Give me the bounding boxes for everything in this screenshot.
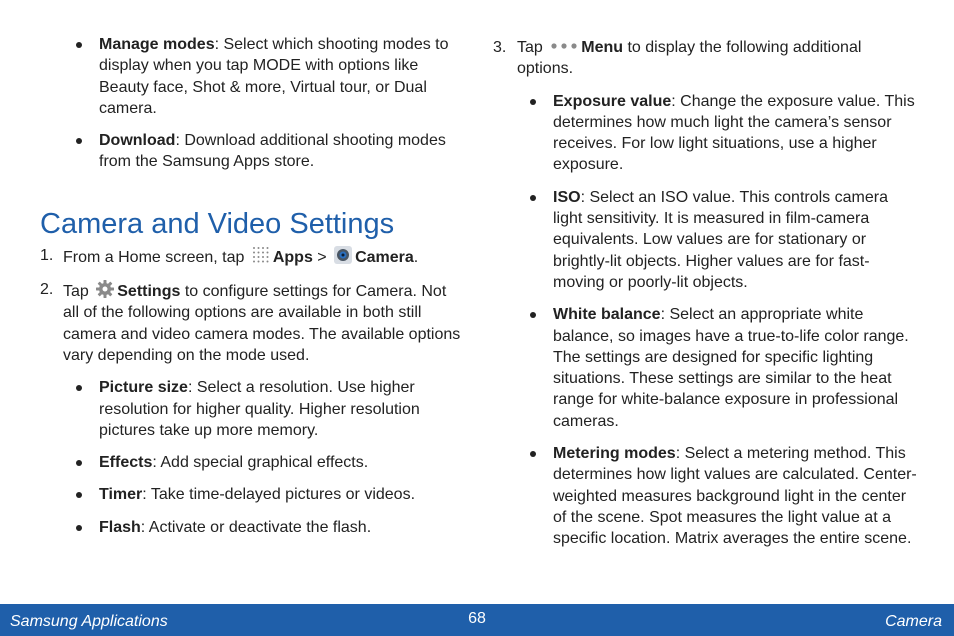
step-text: Tap <box>517 39 548 56</box>
bullet-term: Metering modes <box>553 445 676 463</box>
page-number: 68 <box>468 610 486 627</box>
bullet-term: Effects <box>99 454 153 472</box>
section-title: Camera and Video Settings <box>40 207 395 240</box>
list-item <box>40 130 465 173</box>
bullet-term: Flash <box>99 518 141 536</box>
footer-chapter: Samsung Applications <box>10 613 168 630</box>
bullet-text: : Activate or deactivate the flash. <box>140 518 372 536</box>
camera-app-icon <box>333 245 353 265</box>
bullet-term: Picture size <box>99 379 188 397</box>
bullet-term: Timer <box>99 486 143 504</box>
bullet-term: ISO <box>553 188 581 206</box>
page-footer <box>0 604 954 636</box>
bullet-term: Exposure value <box>553 92 672 110</box>
bullet-text: : Select an appropriate white balance, so images have a true-to-life color range. The settings are designed for specific lighting situations. These settings are similar to the heat range for white-balance exposure in professional cameras. <box>553 306 909 430</box>
list-item <box>40 517 465 538</box>
bullet-text: : Select which shooting modes to display when you tap MODE with options like Beauty face, Shot & more, Virtual tour, or Dual camera. <box>99 36 449 117</box>
list-item <box>40 452 465 473</box>
step-3 <box>493 37 918 80</box>
menu-options-list <box>493 91 918 550</box>
right-column <box>493 37 918 561</box>
steps-list <box>493 37 918 80</box>
apps-grid-icon <box>251 245 271 265</box>
step-number: 1. <box>40 246 54 264</box>
step-2 <box>40 279 465 366</box>
bullet-term: Download <box>99 132 176 150</box>
camera-label: Camera <box>355 248 414 266</box>
step-separator: > <box>312 248 332 266</box>
settings-gear-icon <box>95 279 115 299</box>
settings-options-list <box>40 377 465 538</box>
bullet-term: Manage modes <box>99 36 215 53</box>
bullet-text: : Select a resolution. Use higher resolution for higher quality. Higher resolution pictures take up more memory. <box>99 379 420 439</box>
mode-options-list <box>40 34 465 173</box>
left-column <box>40 34 465 549</box>
bullet-text: : Select an ISO value. This controls camera light sensitivity. It is measured in film-camera equivalents. Low values are for stationary or brightly-lit objects. Higher values are for fast-moving or poorly-lit objects. <box>553 188 888 291</box>
step-1 <box>40 245 465 268</box>
step-text: to display the following additional options. <box>517 39 862 78</box>
bullet-text: : Select a metering method. This determines how light values are calculated. Center-weighted measures background light in the center of the scene. Spot measures the light value at a specific location. Matrix averages the entire scene. <box>553 445 917 548</box>
bullet-term: White balance <box>553 306 661 324</box>
apps-label: Apps <box>272 248 313 266</box>
list-item <box>493 443 918 549</box>
list-item <box>40 484 465 505</box>
step-text: From a Home screen, tap <box>63 248 249 266</box>
step-text: Tap <box>63 283 94 301</box>
list-item <box>493 187 918 293</box>
step-text: . <box>413 248 419 266</box>
bullet-text: : Change the exposure value. This determines how much light the camera’s sensor receives. For low light situations, use a higher exposure. <box>553 92 915 174</box>
step-number: 2. <box>40 281 54 299</box>
menu-label: Menu <box>581 39 624 56</box>
step-number: 3. <box>493 39 507 56</box>
bullet-text: : Take time-delayed pictures or videos. <box>142 486 416 504</box>
steps-list <box>40 245 465 366</box>
settings-label: Settings <box>117 283 181 301</box>
list-item <box>493 91 918 176</box>
list-item <box>40 377 465 441</box>
list-item <box>493 304 918 432</box>
footer-section: Camera <box>885 613 942 630</box>
list-item <box>40 34 465 119</box>
step-text: to configure settings for Camera. Not all of the following options are available in both still camera and video camera modes. The available options vary depending on the mode used. <box>63 283 461 364</box>
menu-dots-icon <box>549 40 579 52</box>
bullet-text: : Download additional shooting modes from the Samsung Apps store. <box>99 132 446 171</box>
bullet-text: : Add special graphical effects. <box>152 454 369 472</box>
